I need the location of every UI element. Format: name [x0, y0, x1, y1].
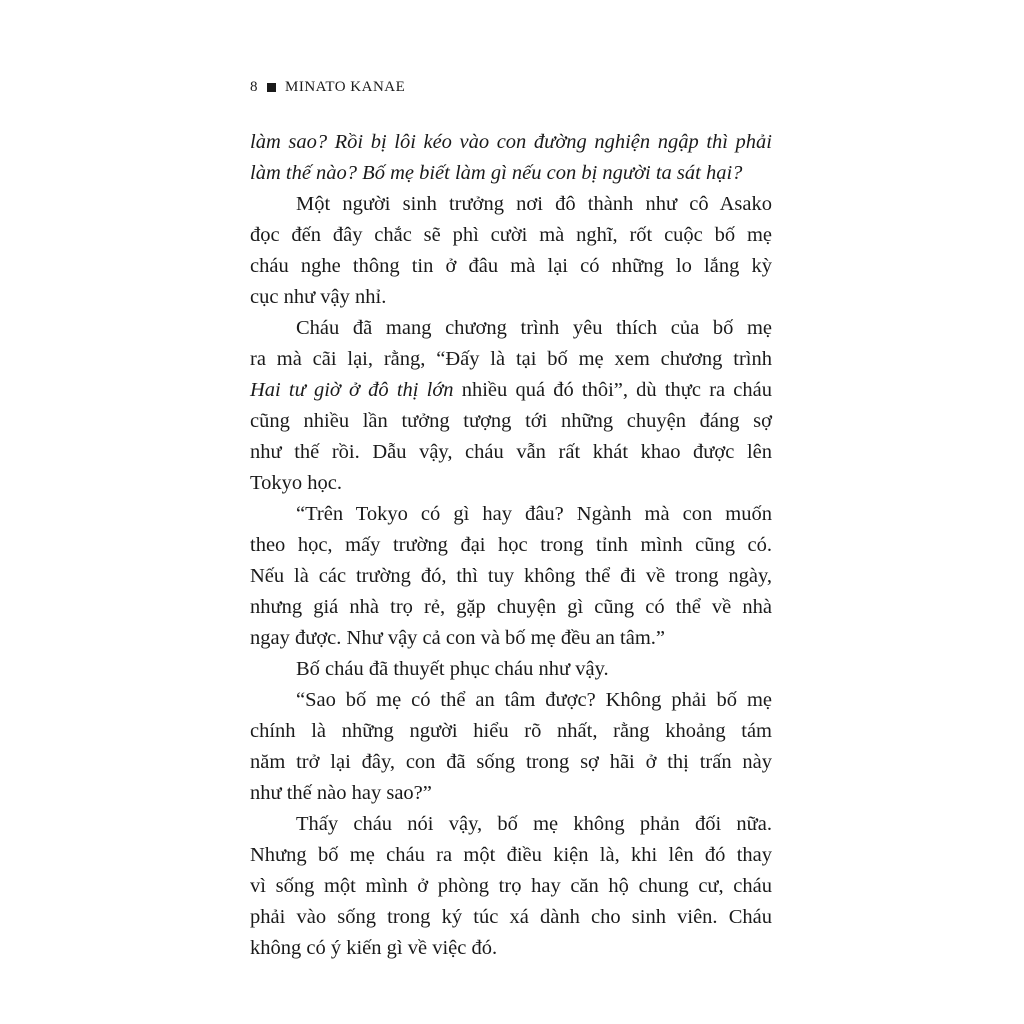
paragraph-6 — [250, 685, 772, 809]
text-line: ngay được. Như vậy cả con và bố mẹ đều an tâm.” — [250, 627, 666, 649]
paragraph-3 — [250, 313, 772, 499]
text-line: làm sao? Rồi bị lôi kéo vào con đường nghiện ngập thì phải — [250, 131, 772, 153]
text-line: “Sao bố mẹ có thể an tâm được? Không phải bố mẹ — [296, 689, 772, 711]
text-line: năm trở lại đây, con đã sống trong sợ hãi ở thị trấn này — [250, 751, 772, 773]
text-line: Nếu là các trường đó, thì tuy không thể đi về trong ngày, — [250, 565, 772, 587]
text-line: như thế nào hay sao?” — [250, 782, 432, 804]
text-line: “Trên Tokyo có gì hay đâu? Ngành mà con muốn — [296, 503, 772, 525]
page-number: 8 — [250, 79, 258, 95]
text-line: chính là những người hiểu rõ nhất, rằng khoảng tám — [250, 720, 772, 742]
text-line: ra mà cãi lại, rằng, “Đấy là tại bố mẹ xem chương trình — [250, 348, 772, 370]
text-line: làm thế nào? Bố mẹ biết làm gì nếu con bị người ta sát hại? — [250, 162, 743, 184]
square-bullet-icon — [267, 83, 276, 92]
text-line: cháu nghe thông tin ở đâu mà lại có những lo lắng kỳ — [250, 255, 772, 277]
page-body-text — [250, 127, 772, 964]
paragraph-7 — [250, 809, 772, 964]
text-line: Cháu đã mang chương trình yêu thích của bố mẹ — [296, 317, 772, 339]
text-line: Bố cháu đã thuyết phục cháu như vậy. — [296, 658, 609, 680]
author-name: MINATO KANAE — [285, 79, 406, 95]
text-line: vì sống một mình ở phòng trọ hay căn hộ chung cư, cháu — [250, 875, 772, 897]
text-line: như thế rồi. Dẫu vậy, cháu vẫn rất khát khao được lên — [250, 441, 772, 463]
text-line: Một người sinh trưởng nơi đô thành như cô Asako — [296, 193, 772, 215]
text-line-mixed — [250, 375, 772, 406]
text-line: Nhưng bố mẹ cháu ra một điều kiện là, khi lên đó thay — [250, 844, 772, 866]
paragraph-4 — [250, 499, 772, 654]
text-fragment: nhiều quá đó thôi”, dù thực ra cháu — [453, 379, 772, 401]
text-line: cục như vậy nhỉ. — [250, 286, 387, 308]
text-line: cũng nhiều lần tưởng tượng tới những chuyện đáng sợ — [250, 410, 772, 432]
text-line: đọc đến đây chắc sẽ phì cười mà nghĩ, rốt cuộc bố mẹ — [250, 224, 772, 246]
text-line: nhưng giá nhà trọ rẻ, gặp chuyện gì cũng có thể về nhà — [250, 596, 772, 618]
program-title: Hai tư giờ ở đô thị lớn — [250, 379, 454, 401]
text-line: không có ý kiến gì về việc đó. — [250, 937, 498, 959]
text-line: Thấy cháu nói vậy, bố mẹ không phản đối nữa. — [296, 813, 772, 835]
text-line: Tokyo học. — [250, 472, 342, 494]
paragraph-1 — [250, 127, 772, 189]
paragraph-5 — [250, 654, 772, 685]
paragraph-2 — [250, 189, 772, 313]
text-line: theo học, mấy trường đại học trong tỉnh mình cũng có. — [250, 534, 772, 556]
text-line: phải vào sống trong ký túc xá dành cho sinh viên. Cháu — [250, 906, 772, 928]
running-header — [250, 79, 405, 96]
